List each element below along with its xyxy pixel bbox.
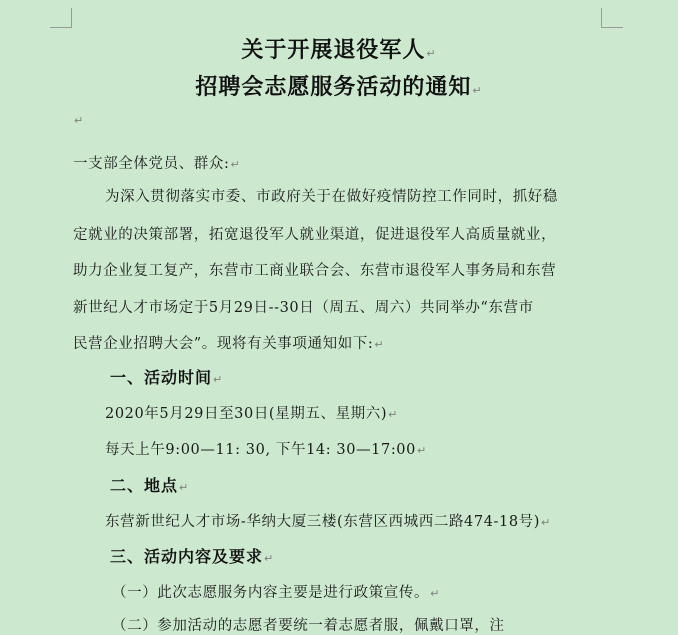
body-line-text: 2020年5月29日至30日(星期五、星期六) bbox=[105, 406, 388, 422]
body-line-4[interactable] bbox=[73, 296, 534, 317]
paragraph-mark-icon: ↵ bbox=[179, 481, 190, 494]
salutation-text: 一支部全体党员、群众: bbox=[73, 156, 230, 172]
body-line-5[interactable] bbox=[73, 332, 384, 353]
section-heading-text: 二、地点 bbox=[110, 476, 179, 495]
body-line-2[interactable] bbox=[73, 223, 556, 244]
document-title-line2[interactable] bbox=[0, 70, 678, 101]
paragraph-mark-icon: ↵ bbox=[388, 408, 398, 421]
paragraph-mark-icon: ↵ bbox=[264, 552, 275, 565]
paragraph-mark-icon: ↵ bbox=[74, 114, 84, 127]
section-heading-text: 一、活动时间 bbox=[110, 368, 213, 387]
content-line-1[interactable] bbox=[112, 581, 440, 602]
body-line-text: 定就业的决策部署，拓宽退役军人就业渠道，促进退役军人高质量就业， bbox=[73, 227, 557, 243]
title-line1-text: 关于开展退役军人 bbox=[241, 38, 426, 63]
empty-paragraph[interactable] bbox=[73, 112, 84, 128]
crop-mark-top-right bbox=[601, 27, 623, 28]
crop-mark-top-left bbox=[50, 27, 72, 28]
paragraph-mark-icon: ↵ bbox=[430, 587, 440, 600]
crop-mark-top-left bbox=[71, 8, 72, 28]
paragraph-mark-icon: ↵ bbox=[426, 47, 437, 60]
paragraph-mark-icon: ↵ bbox=[230, 158, 241, 171]
salutation[interactable] bbox=[73, 152, 240, 173]
paragraph-mark-icon: ↵ bbox=[416, 444, 427, 457]
title-line2-text: 招聘会志愿服务活动的通知 bbox=[195, 75, 472, 100]
body-line-text: （一）此次志愿服务内容主要是进行政策宣传。 bbox=[112, 585, 430, 601]
section-heading-location[interactable] bbox=[110, 473, 189, 496]
location-line[interactable] bbox=[105, 510, 551, 531]
paragraph-mark-icon: ↵ bbox=[472, 84, 483, 97]
time-line-1[interactable] bbox=[105, 402, 398, 423]
document-title-line1[interactable] bbox=[0, 33, 678, 64]
paragraph-mark-icon: ↵ bbox=[541, 516, 551, 529]
crop-mark-top-right bbox=[601, 8, 602, 28]
body-line-text: 助力企业复工复产，东营市工商业联合会、东营市退役军人事务局和东营 bbox=[73, 263, 557, 279]
body-line-text: 每天上午9:00—11: 30, 下午14: 30—17:00 bbox=[105, 442, 416, 458]
paragraph-mark-icon: ↵ bbox=[213, 373, 224, 386]
body-line-1[interactable] bbox=[105, 185, 558, 206]
content-line-2[interactable] bbox=[112, 614, 505, 635]
body-line-text: 民营企业招聘大会”。现将有关事项通知如下: bbox=[73, 336, 374, 352]
time-line-2[interactable] bbox=[105, 438, 427, 459]
body-line-text: （二）参加活动的志愿者要统一着志愿者服，佩戴口罩，注 bbox=[112, 618, 505, 634]
section-heading-content[interactable] bbox=[110, 544, 274, 567]
section-heading-time[interactable] bbox=[110, 365, 223, 388]
body-line-text: 东营新世纪人才市场-华纳大厦三楼(东营区西城西二路474-18号) bbox=[105, 514, 541, 530]
body-line-text: 新世纪人才市场定于5月29日--30日（周五、周六）共同举办“东营市 bbox=[73, 300, 534, 316]
section-heading-text: 三、活动内容及要求 bbox=[110, 547, 264, 566]
body-line-text: 为深入贯彻落实市委、市政府关于在做好疫情防控工作同时，抓好稳 bbox=[105, 189, 558, 205]
body-line-3[interactable] bbox=[73, 259, 556, 280]
paragraph-mark-icon: ↵ bbox=[374, 338, 385, 351]
